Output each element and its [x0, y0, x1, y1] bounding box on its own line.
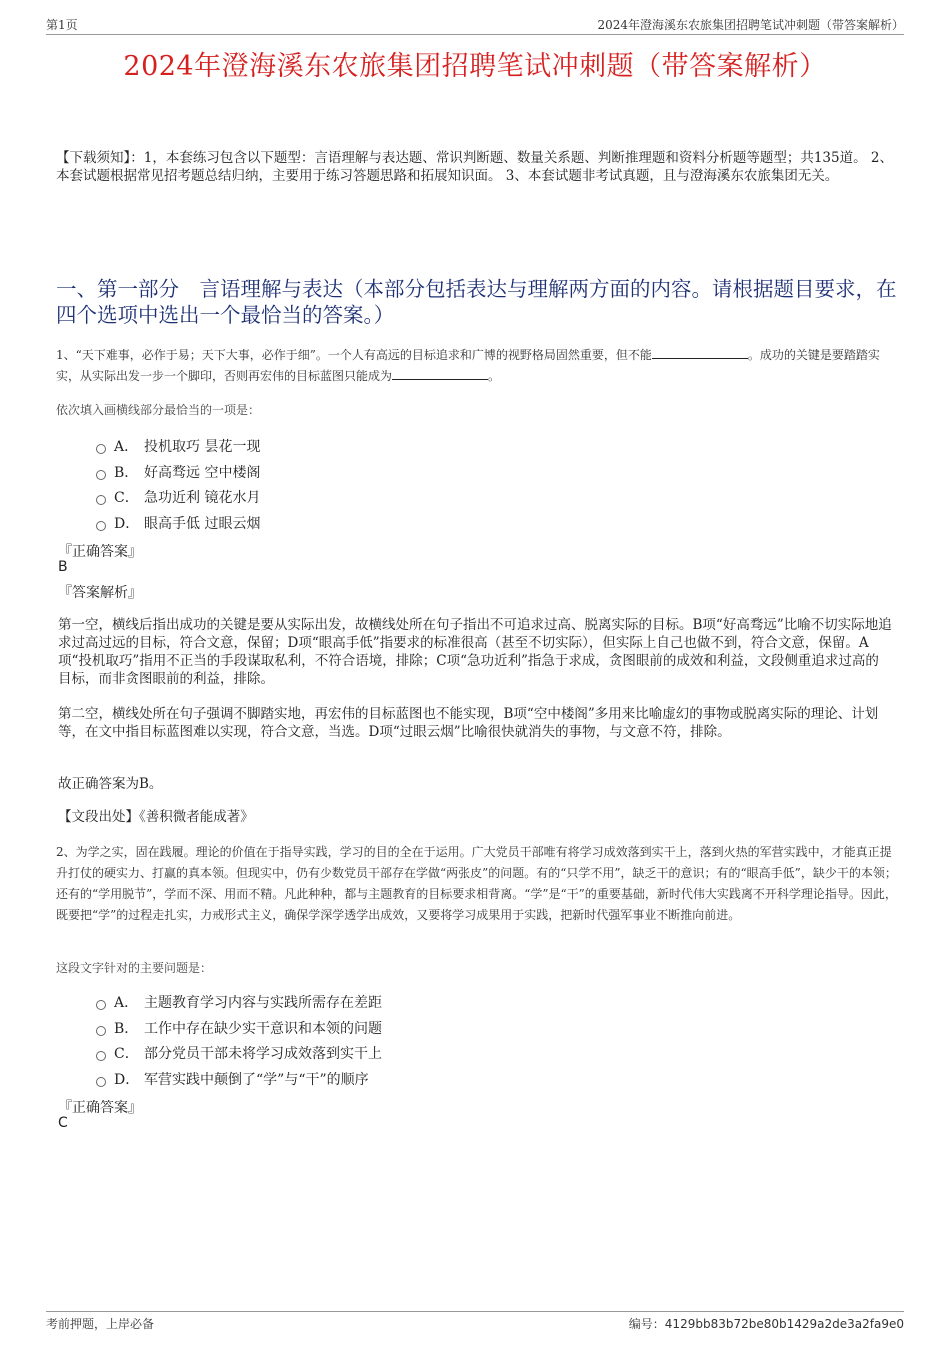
section-heading: 一、第一部分 言语理解与表达（本部分包括表达与理解两方面的内容。请根据题目要求，在四个选项中选出一个最恰当的答案。）: [56, 277, 897, 327]
page-header: [46, 14, 904, 35]
question-2-stem: 2、为学之实，固在践履。理论的价值在于指导实践，学习的目的全在于运用。广大党员干部唯有将学习成效落到实干上，落到火热的军营实践中，才能真正提升打仗的硬实力、打赢的真本领。但现实中，仍有少数党员干部存在学做“两张皮”的问题。有的“只学不用”，缺乏干的意识；有的“眼高手低”，缺少干的本领；还有的“学用脱节”，学而不深、用而不精。凡此种种，都与主题教育的目标要求相背离。“学”是“干”的重要基础，新时代伟大实践离不开科学理论指导。因此，既要把“学”的过程走扎实，力戒形式主义，确保学深学透学出成效，又要将学习成果用于实践，把新时代强军事业不断推向前进。: [56, 845, 897, 922]
page-title: 2024年澄海溪东农旅集团招聘笔试冲刺题（带答案解析）: [123, 51, 827, 82]
question-1-prompt: 依次填入画横线部分最恰当的一项是：: [56, 403, 261, 417]
q1-answer: B: [58, 559, 68, 575]
footer-slogan: 考前押题，上岸必备: [46, 1317, 155, 1331]
q1-conclusion: 故正确答案为B。: [58, 776, 163, 792]
q2-answer: C: [58, 1115, 68, 1131]
fill-blank-2: [392, 368, 488, 380]
page-footer: [46, 1311, 904, 1336]
radio-icon[interactable]: [96, 444, 106, 454]
download-notice: 【下载须知】：1，本套练习包含以下题型：言语理解与表达题、常识判断题、数量关系题、判断推理题和资料分析题等题型；共135道。 2、本套试题根据常见招考题总结归纳，主要用于练习答题思路和拓展知识面。 3、本套试题非考试真题，且与澄海溪东农旅集团无关。: [56, 150, 893, 184]
page-number: 第1页: [46, 18, 78, 32]
q1-analysis-para-2: 第二空，横线处所在句子强调不脚踏实地，再宏伟的目标蓝图也不能实现，B项“空中楼阁”多用来比喻虚幻的事物或脱离实际的理论、计划等，在文中指目标蓝图难以实现，符合文意，当选。D项“过眼云烟”比喻很快就消失的事物，与文意不符，排除。: [58, 706, 879, 740]
radio-icon[interactable]: [96, 1026, 106, 1036]
footer-code: 编号：4129bb83b72be80b1429a2de3a2fa9e0: [628, 1317, 904, 1331]
q1-analysis-label: 『答案解析』: [58, 585, 142, 601]
q1-source: 【文段出处】《善积微者能成著》: [58, 809, 254, 825]
question-2-prompt: 这段文字针对的主要问题是：: [56, 961, 213, 975]
q1-answer-label: 『正确答案』: [58, 544, 142, 560]
q2-answer-label: 『正确答案』: [58, 1100, 142, 1116]
header-doc-title: 2024年澄海溪东农旅集团招聘笔试冲刺题（带答案解析）: [597, 18, 904, 32]
radio-icon[interactable]: [96, 521, 106, 531]
fill-blank-1: [652, 347, 748, 359]
radio-icon[interactable]: [96, 470, 106, 480]
radio-icon[interactable]: [96, 1077, 106, 1087]
radio-icon[interactable]: [96, 495, 106, 505]
radio-icon[interactable]: [96, 1051, 106, 1061]
question-1-stem: 1、“天下难事，必作于易；天下大事，必作于细”。一个人有高远的目标追求和广博的视野格局固然重要，但不能 。成功的关键是要踏踏实实，从实际出发一步一个脚印，否则再宏伟的目标蓝图只能成为 。: [56, 348, 880, 383]
radio-icon[interactable]: [96, 1000, 106, 1010]
q1-analysis-para-1: 第一空，横线后指出成功的关键是要从实际出发，故横线处所在句子指出不可追求过高、脱离实际的目标。B项“好高骛远”比喻不切实际地追求过高过远的目标，符合文意，保留；D项“眼高手低”指要求的标准很高（甚至不切实际），但实际上自己也做不到，符合文意，保留。A项“投机取巧”指用不正当的手段谋取私利，不符合语境，排除；C项“急功近利”指急于求成，贪图眼前的成效和利益，文段侧重追求过高的目标，而非贪图眼前的利益，排除。: [58, 617, 892, 687]
